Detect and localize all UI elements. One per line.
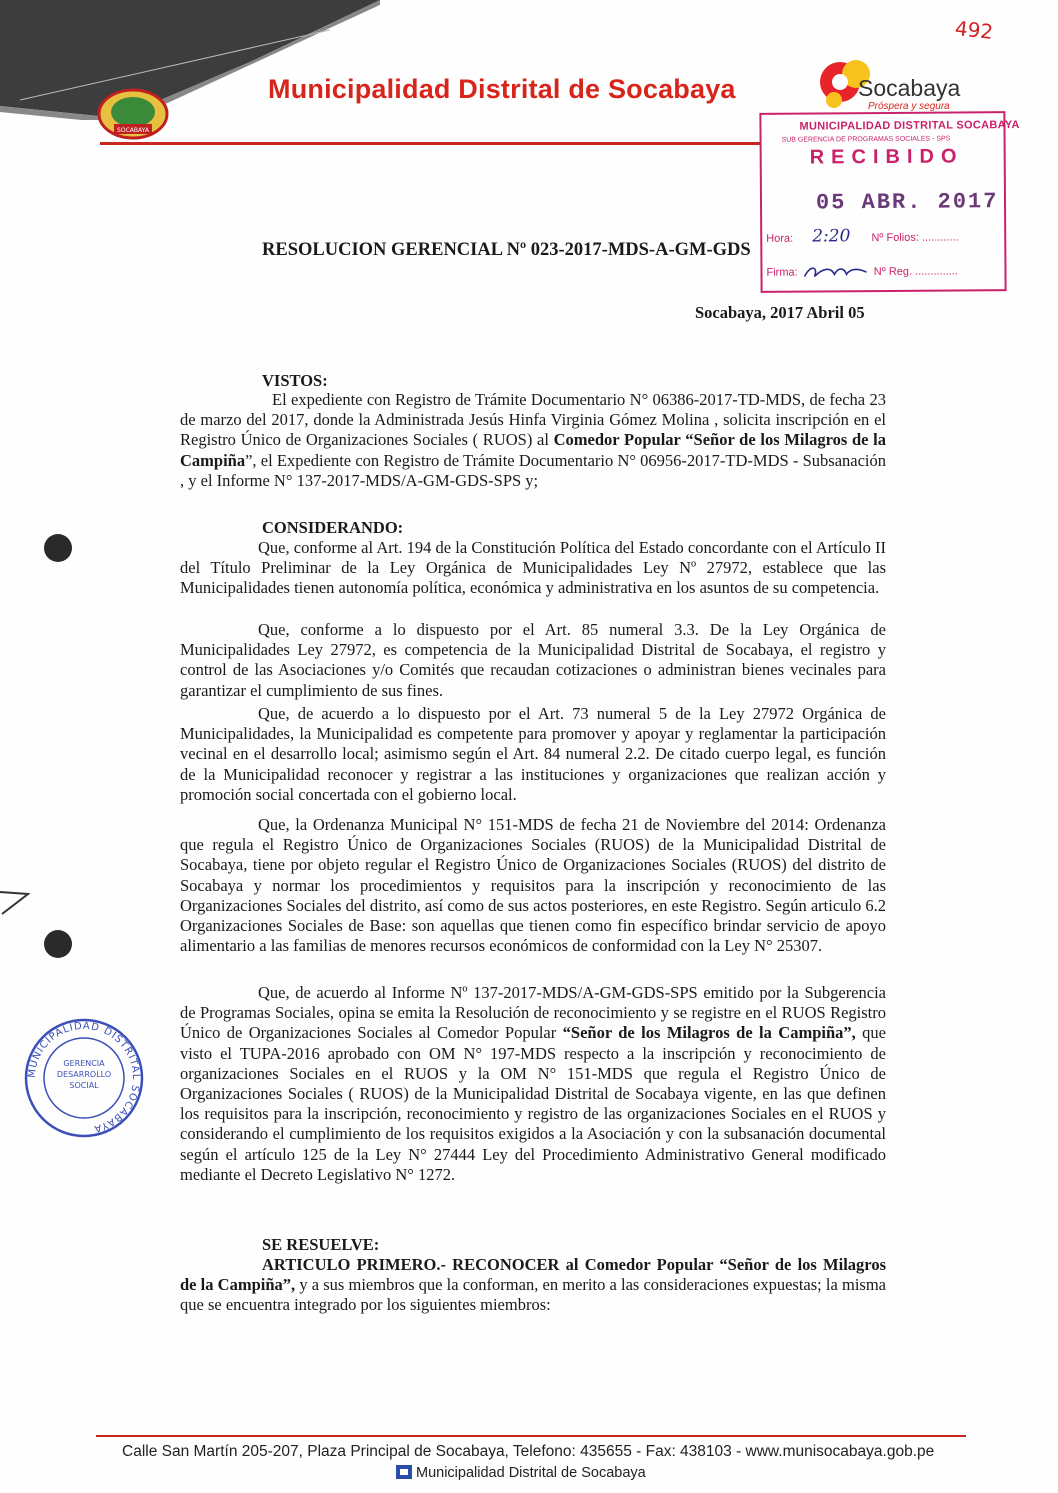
- stamp-municipality: MUNICIPALIDAD DISTRITAL SOCABAYA: [799, 119, 1020, 133]
- considerando-heading: CONSIDERANDO:: [262, 518, 404, 537]
- stamp-firma-row: Firma: Nº Reg. ..............: [766, 261, 958, 282]
- handwritten-folio-number: 492: [953, 16, 995, 44]
- vistos-heading: VISTOS:: [262, 371, 328, 390]
- article-first: [180, 1255, 886, 1316]
- considerando-5-text-1: Que, de acuerdo al Informe Nº 137-2017-MDS/A-GM-GDS-SPS emitido por la Subgerencia de Programas Sociales, opina se emita la Resolución de reconocimiento y se registre en el RUOS Registro Único de Organizaciones Sociales al Comedor Popular: [180, 983, 886, 1043]
- municipal-crest-icon: [92, 86, 174, 144]
- seal-ring-text: MUNICIPALIDAD DISTRITAL SOCABAYA: [26, 1020, 142, 1135]
- considerando-5-text-2: que visto el TUPA-2016 aprobado con OM N° 197-MDS respecto a la inscripción y reconocimiento de organizaciones Sociales en el RUOS y la OM N° 151-MDS que regula el Registro Único de Organizaciones Sociales ( RUOS) de la Municipalidad Distrital de Socabaya vigente, en las que definen los requisitos para la inscripción, reconocimiento y registro de las organizaciones Sociales en el RUOS y considerando el cumplimiento de los requisitos exigidos a la Asociación y con la subsanación documental según el artículo 125 de la Ley N° 27444 Ley del Procedimiento Administrativo General modificado mediante el Decreto Legislativo N° 1272.: [180, 1023, 886, 1184]
- crest-label: SOCABAYA: [117, 127, 149, 134]
- footer-municipality-name: Municipalidad Distrital de Socabaya: [416, 1465, 646, 1481]
- vistos-paragraph: [180, 390, 886, 491]
- municipality-title: Municipalidad Distrital de Socabaya: [268, 74, 736, 104]
- stamp-office: SUB GERENCIA DE PROGRAMAS SOCIALES - SPS: [781, 135, 951, 144]
- stamp-reg-label: Nº Reg.: [873, 265, 913, 278]
- footer-address: Calle San Martín 205-207, Plaza Principal de Socabaya, Telefono: 435655 - Fax: 438103 - www.munisocabaya.gob.pe: [122, 1443, 935, 1460]
- handwritten-signature-icon: [801, 262, 871, 282]
- received-stamp: [759, 111, 1020, 293]
- stamp-hora-row: Hora: 2:20 Nº Folios: ............: [766, 226, 959, 247]
- punch-hole-bottom: [44, 930, 72, 958]
- considerando-paragraph-5: [180, 983, 886, 1185]
- stamp-folios-label: Nº Folios:: [871, 231, 919, 245]
- stamp-hora-value: 2:20: [812, 226, 851, 247]
- considerando-paragraph-2: Que, conforme a lo dispuesto por el Art. 85 numeral 3.3. De la Ley Orgánica de Municipalidades Ley 27972, es competencia de la Municipalidad Distrital de Socabaya, el registro y control de las Asociaciones y/o Comités que recaudan cotizaciones o administran bienes vecinales para garantizar el cumplimiento de sus fines.: [180, 620, 886, 700]
- document-dateline: Socabaya, 2017 Abril 05: [695, 303, 865, 322]
- seal-center-text: GERENCIA DESARROLLO SOCIAL: [56, 1059, 112, 1090]
- considerando-paragraph-3: Que, de acuerdo a lo dispuesto por el Art. 73 numeral 5 de la Ley 27972 Orgánica de Municipalidades, la Municipalidad es competente para promover y apoyar y reglamentar la participación vecinal en el desarrollo local; asimismo según el Art. 84 numeral 2.2. De citado cuerpo legal, es función de la Municipalidad reconocer y registrar a las instituciones y organizaciones que realizan acción y promoción social concertada con el gobierno local.: [180, 704, 886, 804]
- stamp-firma-label: Firma:: [766, 266, 798, 279]
- considerando-paragraph-1: Que, conforme al Art. 194 de la Constitución Política del Estado concordante con el Artículo II del Título Preliminar de la Ley Orgánica de Municipalidades Ley Nº 27972, establece que las Municipalidades tienen autonomía política, económica y administrativa en los asuntos de su competencia.: [180, 538, 886, 598]
- resolution-title: RESOLUCION GERENCIAL Nº 023-2017-MDS-A-GM-GDS: [262, 240, 751, 260]
- punch-hole-top: [44, 534, 72, 562]
- vistos-text-2: ”, el Expediente con Registro de Trámite Documentario N° 06956-2017-TD-MDS - Subsanación , y el Informe N° 137-2017-MDS/A-GM-GDS-SPS y;: [180, 450, 886, 490]
- stamp-hora-label: Hora:: [766, 232, 794, 245]
- article-first-text: y a sus miembros que la conforman, en merito a las consideraciones expuestas; la misma que se encuentra integrado por los siguientes miembros:: [180, 1275, 886, 1315]
- stamp-date: 05 ABR. 2017: [815, 189, 999, 216]
- municipality-logo-icon: [396, 1465, 412, 1479]
- considerando-paragraph-4: Que, la Ordenanza Municipal N° 151-MDS de fecha 21 de Noviembre del 2014: Ordenanza que regula el Registro Único de Organizaciones Sociales (RUOS) de la Municipalidad Distrital de Socabaya, tiene por objeto regular el Registro Único de Organizaciones Sociales (RUOS) del distrito de Socabaya y normar los procedimientos y requisitos para la inscripción y reconocimiento de las Organizaciones Sociales del distrito, así como de sus actos posteriores, en este Registro. Según articulo 6.2 Organizaciones Sociales de Base: son aquellas que tienen como fin específico brindar servicio de apoyo alimentario a las familias de menores recursos económicos de conformidad con la Ley N° 25307.: [180, 815, 886, 956]
- footer-divider: [96, 1435, 966, 1437]
- stamp-received-label: RECIBIDO: [809, 145, 964, 169]
- resuelve-heading: SE RESUELVE:: [262, 1235, 380, 1254]
- article-first-bold: ARTICULO PRIMERO.- RECONOCER al Comedor Popular “Señor de los Milagros de la Campiña”,: [180, 1255, 886, 1295]
- brand-tagline: Próspera y segura: [868, 101, 950, 112]
- header-divider: [100, 142, 760, 145]
- vistos-text-1: El expediente con Registro de Trámite Documentario N° 06386-2017-TD-MDS, de fecha 23 de marzo del 2017, donde la Administrada Jesús Hinfa Virginia Gómez Molina , solicita inscripción en el Registro Único de Organizaciones Sociales ( RUOS) al: [180, 390, 886, 450]
- brand-name: Socabaya: [858, 75, 961, 101]
- vistos-bold-name: Comedor Popular “Señor de los Milagros de la Campiña: [180, 430, 886, 470]
- considerando-5-bold-name: “Señor de los Milagros de la Campiña”,: [562, 1023, 856, 1043]
- edge-mark: [0, 888, 30, 918]
